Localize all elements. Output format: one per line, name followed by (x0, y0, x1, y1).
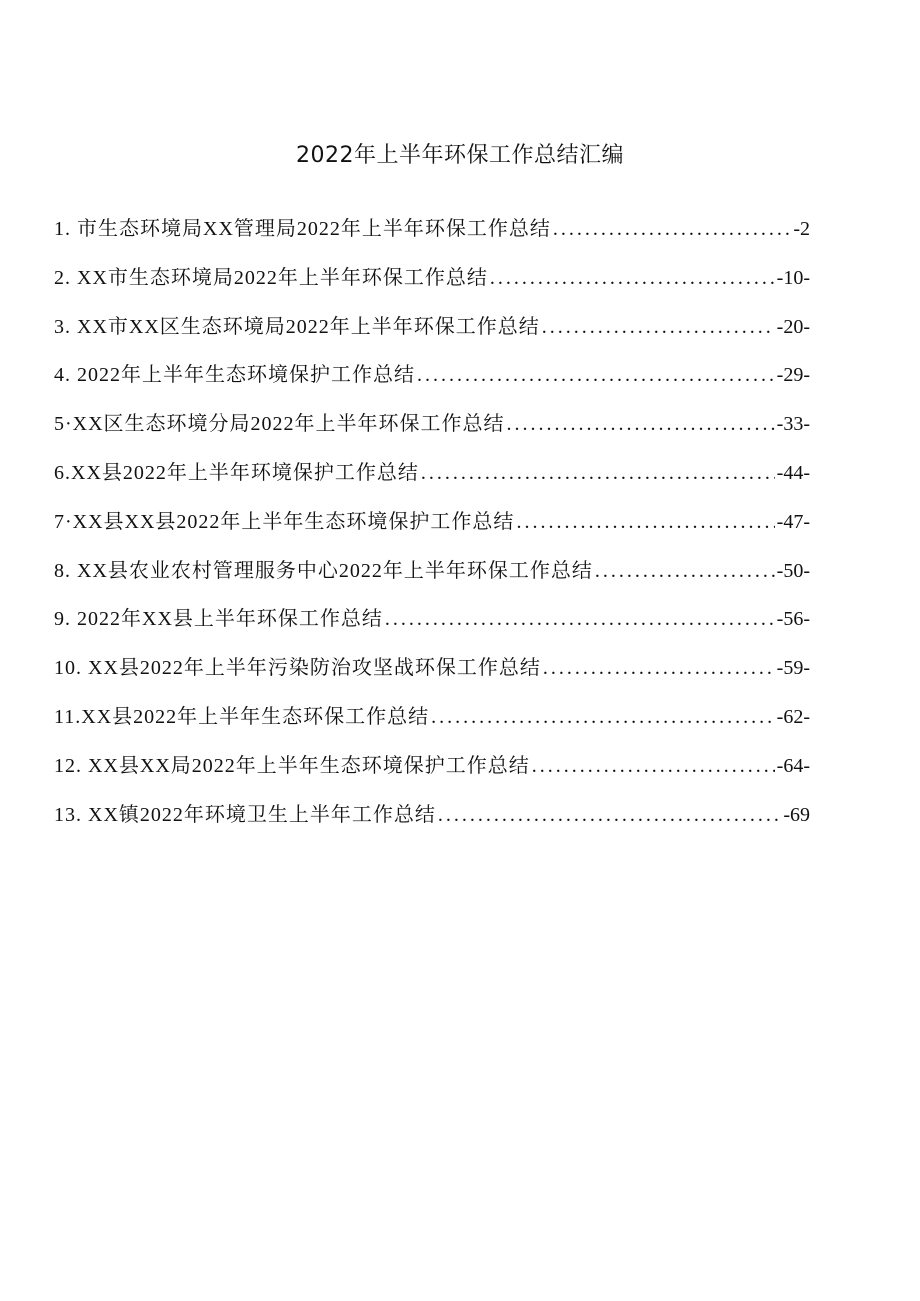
toc-entry-page: -2 (793, 218, 810, 240)
toc-entry-text: 4. 2022年上半年生态环境保护工作总结 (54, 364, 415, 387)
toc-entry-text: 11.XX县2022年上半年生态环保工作总结 (54, 705, 430, 728)
toc-dot-leader (421, 462, 775, 485)
toc-entry[interactable] (54, 407, 810, 456)
toc-entry[interactable] (54, 602, 810, 651)
toc-entry[interactable] (54, 749, 810, 798)
document-title: 2022年上半年环保工作总结汇编 (296, 143, 624, 168)
toc-entry-page: -69 (783, 803, 810, 826)
toc-entry[interactable] (54, 310, 810, 359)
toc-entry-text: 2. XX市生态环境局2022年上半年环保工作总结 (54, 266, 488, 289)
toc-entry-text: 1. 市生态环境局XX管理局2022年上半年环保工作总结 (54, 218, 551, 240)
toc-entry-text: 13. XX镇2022年环境卫生上半年工作总结 (54, 803, 436, 826)
toc-entry-page: -50- (776, 559, 810, 582)
toc-entry-text: 7·XX县XX县2022年上半年生态环境保护工作总结 (54, 510, 515, 533)
toc-dot-leader (553, 218, 791, 241)
toc-entry-page: -44- (776, 461, 810, 484)
toc-entry[interactable] (54, 798, 810, 847)
toc-entry-page: -64- (776, 754, 810, 777)
toc-dot-leader (438, 804, 781, 827)
toc-entry-text: 5·XX区生态环境分局2022年上半年环保工作总结 (54, 413, 505, 436)
toc-entry[interactable] (54, 261, 810, 310)
toc-entry-page: -47- (776, 510, 810, 533)
toc-dot-leader (507, 413, 775, 436)
toc-entry[interactable] (54, 651, 810, 700)
toc-entry-text: 6.XX县2022年上半年环境保护工作总结 (54, 461, 419, 484)
toc-dot-leader (431, 706, 775, 729)
toc-entry-page: -62- (776, 705, 810, 728)
toc-entry-page: -56- (776, 608, 810, 631)
toc-entry-page: -29- (776, 364, 810, 387)
toc-entry-page: -20- (776, 315, 810, 338)
toc-dot-leader (595, 560, 775, 583)
table-of-contents (54, 212, 810, 846)
toc-entry-text: 12. XX县XX局2022年上半年生态环境保护工作总结 (54, 754, 530, 777)
toc-dot-leader (516, 511, 774, 534)
toc-entry-text: 3. XX市XX区生态环境局2022年上半年环保工作总结 (54, 315, 540, 338)
toc-entry[interactable] (54, 456, 810, 505)
toc-dot-leader (532, 755, 775, 778)
toc-entry-text: 8. XX县农业农村管理服务中心2022年上半年环保工作总结 (54, 559, 593, 582)
toc-dot-leader (543, 657, 775, 680)
toc-entry[interactable] (54, 212, 810, 261)
toc-entry[interactable] (54, 505, 810, 554)
toc-entry[interactable] (54, 700, 810, 749)
toc-dot-leader (417, 364, 775, 387)
toc-entry-text: 10. XX县2022年上半年污染防治攻坚战环保工作总结 (54, 657, 541, 680)
toc-entry[interactable] (54, 554, 810, 603)
toc-dot-leader (490, 267, 775, 290)
toc-entry-page: -10- (776, 266, 810, 289)
toc-dot-leader (542, 316, 775, 339)
toc-entry-page: -59- (776, 657, 810, 680)
toc-entry[interactable] (54, 358, 810, 407)
toc-entry-text: 9. 2022年XX县上半年环保工作总结 (54, 608, 383, 631)
toc-dot-leader (385, 608, 775, 631)
toc-entry-page: -33- (776, 413, 810, 436)
